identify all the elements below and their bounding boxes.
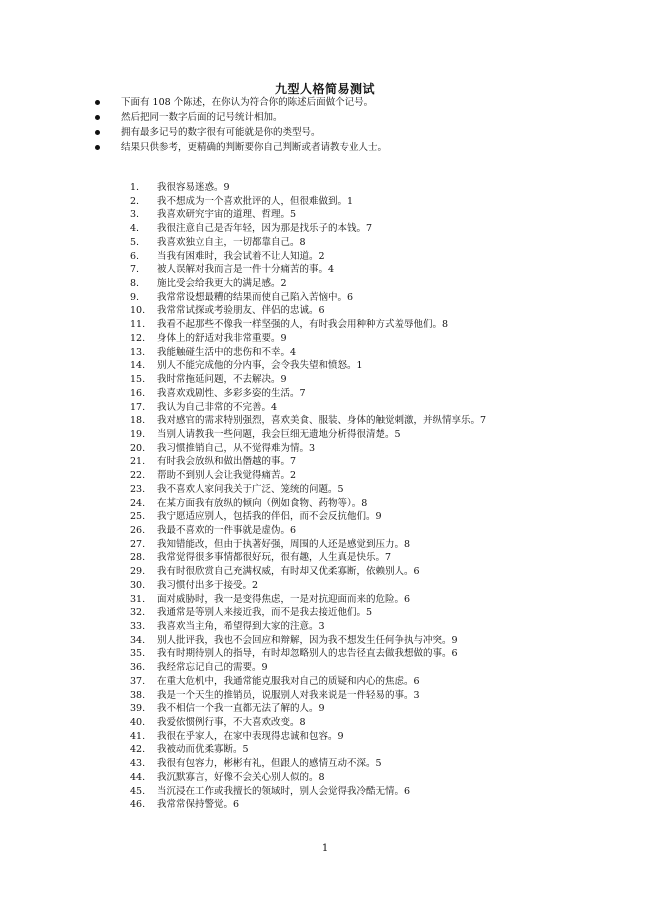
statement-item [130, 716, 610, 730]
statement-item [130, 689, 610, 703]
statement-item [130, 346, 610, 360]
statement-item [130, 593, 610, 607]
statement-number: 10. [130, 305, 146, 317]
page-title: 九型人格简易测试 [274, 82, 375, 96]
statement-text: 我很容易迷惑。9 [157, 182, 230, 193]
statement-number: 14. [130, 360, 146, 372]
statement-text: 我对感官的需求特别强烈，喜欢美食、服装、身体的触觉刺激，并纵情享乐。7 [157, 415, 487, 427]
statement-number: 20. [130, 442, 146, 454]
statement-text: 当沉浸在工作或我擅长的领域时，别人会觉得我冷酷无情。6 [157, 785, 411, 797]
statement-text: 别人批评我，我也不会回应和辩解，因为我不想发生任何争执与冲突。9 [157, 634, 458, 646]
statement-item [130, 359, 610, 373]
intro-item: 拥有最多记号的数字很有可能就是你的类型号。 [95, 125, 615, 140]
statement-number: 36. [130, 662, 146, 674]
statement-text: 我喜欢戏剧性、多彩多姿的生活。7 [157, 387, 306, 399]
statement-number: 8. [130, 278, 140, 290]
statement-number: 31. [130, 593, 146, 605]
statement-text: 我有时很欣赏自己充满权威，有时却又优柔寡断，依赖别人。6 [157, 566, 420, 578]
statement-number: 40. [130, 717, 146, 729]
statement-number: 13. [130, 346, 146, 358]
statement-number: 39. [130, 703, 146, 715]
statement-item [130, 757, 610, 771]
statement-text: 我习惯付出多于接受。2 [157, 579, 259, 591]
statement-number: 24. [130, 497, 146, 509]
statement-number: 5. [130, 236, 140, 248]
statement-text: 我不想成为一个喜欢批评的人，但很难做到。1 [157, 195, 354, 207]
statement-item [130, 551, 610, 565]
bullet-icon [95, 115, 100, 120]
statement-item [130, 387, 610, 401]
page-number: 1 [321, 843, 329, 854]
statement-number: 35. [130, 648, 146, 660]
statement-number: 17. [130, 401, 146, 413]
statement-number: 27. [130, 538, 146, 550]
statement-item [130, 579, 610, 593]
statement-number: 43. [130, 758, 146, 770]
statement-text: 我常常保持警觉。6 [157, 799, 240, 811]
statement-item [130, 222, 610, 236]
statement-item [130, 675, 610, 689]
statement-number: 26. [130, 524, 146, 536]
statement-item [130, 469, 610, 483]
statement-number: 29. [130, 566, 146, 578]
statement-list [130, 181, 610, 812]
statement-number: 15. [130, 374, 146, 386]
statement-text: 在重大危机中，我通常能克服我对自己的质疑和内心的焦虑。6 [157, 675, 420, 687]
statement-item [130, 565, 610, 579]
statement-text: 我不喜欢人家问我关于广泛、笼统的问题。5 [157, 483, 344, 495]
statement-item [130, 702, 610, 716]
statement-number: 16. [130, 387, 146, 399]
statement-number: 25. [130, 511, 146, 523]
statement-text: 身体上的舒适对我非常重要。9 [157, 332, 287, 344]
statement-text: 我是一个天生的推销员，说服别人对我来说是一件轻易的事。3 [157, 689, 420, 701]
statement-text: 被人误解对我而言是一件十分痛苦的事。4 [157, 264, 335, 276]
statement-text: 我常常试探或考验朋友、伴侣的忠诚。6 [157, 305, 325, 317]
statement-number: 23. [130, 483, 146, 495]
statement-text: 我看不起那些不像我一样坚强的人，有时我会用种种方式羞辱他们。8 [157, 319, 449, 331]
statement-text: 我不相信一个我一直都无法了解的人。9 [157, 703, 325, 715]
statement-text: 当我有困难时，我会试着不让人知道。2 [157, 250, 325, 262]
intro-item: 下面有 108 个陈述，在你认为符合你的陈述后面做个记号。 [95, 95, 615, 110]
statement-number: 4. [130, 223, 140, 235]
statement-item [130, 798, 610, 812]
statement-text: 我习惯推销自己，从不觉得难为情。3 [157, 442, 316, 454]
statement-text: 我常常设想最糟的结果而使自己陷入苦恼中。6 [157, 291, 354, 303]
statement-item [130, 318, 610, 332]
statement-item [130, 771, 610, 785]
statement-number: 19. [130, 428, 146, 440]
statement-item [130, 428, 610, 442]
statement-item [130, 455, 610, 469]
statement-number: 22. [130, 470, 146, 482]
statement-item [130, 304, 610, 318]
statement-item [130, 401, 610, 415]
statement-number: 9. [130, 291, 140, 303]
statement-number: 28. [130, 552, 146, 564]
statement-number: 32. [130, 607, 146, 619]
statement-number: 46. [130, 799, 146, 811]
statement-number: 6. [130, 250, 140, 262]
statement-number: 41. [130, 730, 146, 742]
statement-text: 别人不能完成他的分内事，会令我失望和愤怒。1 [157, 360, 363, 372]
statement-text: 当别人请教我一些问题，我会巨细无遗地分析得很清楚。5 [157, 428, 401, 440]
intro-list [95, 95, 615, 155]
statement-number: 34. [130, 634, 146, 646]
statement-item [130, 620, 610, 634]
statement-item [130, 208, 610, 222]
statement-number: 21. [130, 456, 146, 468]
statement-item [130, 634, 610, 648]
statement-text: 我喜欢当主角，希望得到大家的注意。3 [157, 621, 325, 632]
statement-item [130, 661, 610, 675]
statement-item [130, 497, 610, 511]
intro-item: 结果只供参考，更精确的判断要你自己判断或者请教专业人士。 [95, 140, 615, 155]
statement-item [130, 538, 610, 552]
statement-number: 38. [130, 689, 146, 701]
statement-text: 面对威胁时，我一是变得焦虑，一是对抗迎面而来的危险。6 [157, 593, 411, 605]
statement-number: 33. [130, 621, 146, 632]
statement-number: 11. [130, 319, 146, 331]
statement-text: 我常觉得很多事情都很好玩，很有趣，人生真是快乐。7 [157, 552, 392, 564]
statement-item [130, 181, 610, 195]
statement-item [130, 483, 610, 497]
statement-number: 30. [130, 579, 146, 591]
statement-item [130, 250, 610, 264]
statement-text: 我最不喜欢的一件事就是虚伪。6 [157, 524, 297, 536]
statement-text: 在某方面我有放纵的倾向（例如食物、药物等）。8 [157, 497, 368, 509]
statement-item [130, 373, 610, 387]
statement-item [130, 606, 610, 620]
statement-item [130, 442, 610, 456]
statement-item [130, 291, 610, 305]
statement-text: 我很在乎家人，在家中表现得忠诚和包容。9 [157, 730, 344, 742]
statement-number: 45. [130, 785, 146, 797]
statement-text: 有时我会放纵和做出僭越的事。7 [157, 456, 297, 468]
statement-number: 3. [130, 209, 140, 221]
statement-text: 我时常拖延问题，不去解决。9 [157, 374, 287, 386]
statement-text: 我喜欢研究宇宙的道理、哲理。5 [157, 209, 297, 221]
statement-item [130, 730, 610, 744]
statement-item [130, 277, 610, 291]
statement-text: 我通常是等别人来接近我，而不是我去接近他们。5 [157, 607, 373, 619]
statement-text: 我沉默寡言，好像不会关心别人似的。8 [157, 771, 325, 783]
statement-item [130, 743, 610, 757]
statement-text: 我爱依惯例行事，不大喜欢改变。8 [157, 717, 306, 729]
statement-item [130, 263, 610, 277]
bullet-icon [95, 145, 100, 150]
statement-text: 我经常忘记自己的需要。9 [157, 662, 268, 674]
statement-text: 我能触碰生活中的悲伤和不幸。4 [157, 346, 297, 358]
statement-number: 7. [130, 264, 140, 276]
statement-item [130, 414, 610, 428]
statement-number: 37. [130, 675, 146, 687]
intro-item: 然后把同一数字后面的记号统计相加。 [95, 110, 615, 125]
statement-text: 我喜欢独立自主，一切都靠自己。8 [157, 236, 306, 248]
statement-text: 我很注意自己是否年轻，因为那是找乐子的本钱。7 [157, 223, 373, 235]
statement-number: 42. [130, 744, 146, 756]
statement-item [130, 647, 610, 661]
statement-text: 我认为自己非常的不完善。4 [157, 401, 278, 413]
statement-text: 我很有包容力，彬彬有礼，但跟人的感情互动不深。5 [157, 758, 382, 770]
statement-number: 2. [130, 195, 140, 207]
statement-text: 施比受会给我更大的满足感。2 [157, 278, 287, 290]
statement-text: 我被动而优柔寡断。5 [157, 744, 249, 756]
statement-number: 12. [130, 332, 146, 344]
statement-item [130, 510, 610, 524]
statement-item [130, 524, 610, 538]
statement-item [130, 785, 610, 799]
statement-item [130, 332, 610, 346]
statement-item [130, 236, 610, 250]
statement-text: 我宁愿适应别人，包括我的伴侣，而不会反抗他们。9 [157, 511, 382, 523]
bullet-icon [95, 130, 100, 135]
statement-text: 我有时期待别人的指导，有时却忽略别人的忠告径直去做我想做的事。6 [157, 648, 458, 660]
statement-number: 1. [130, 182, 140, 193]
statement-number: 18. [130, 415, 146, 427]
statement-item [130, 195, 610, 209]
bullet-icon [95, 100, 100, 105]
statement-number: 44. [130, 771, 146, 783]
statement-text: 帮助不到别人会让我觉得痛苦。2 [157, 470, 297, 482]
statement-text: 我知错能改，但由于执著好强，周围的人还是感觉到压力。8 [157, 538, 411, 550]
